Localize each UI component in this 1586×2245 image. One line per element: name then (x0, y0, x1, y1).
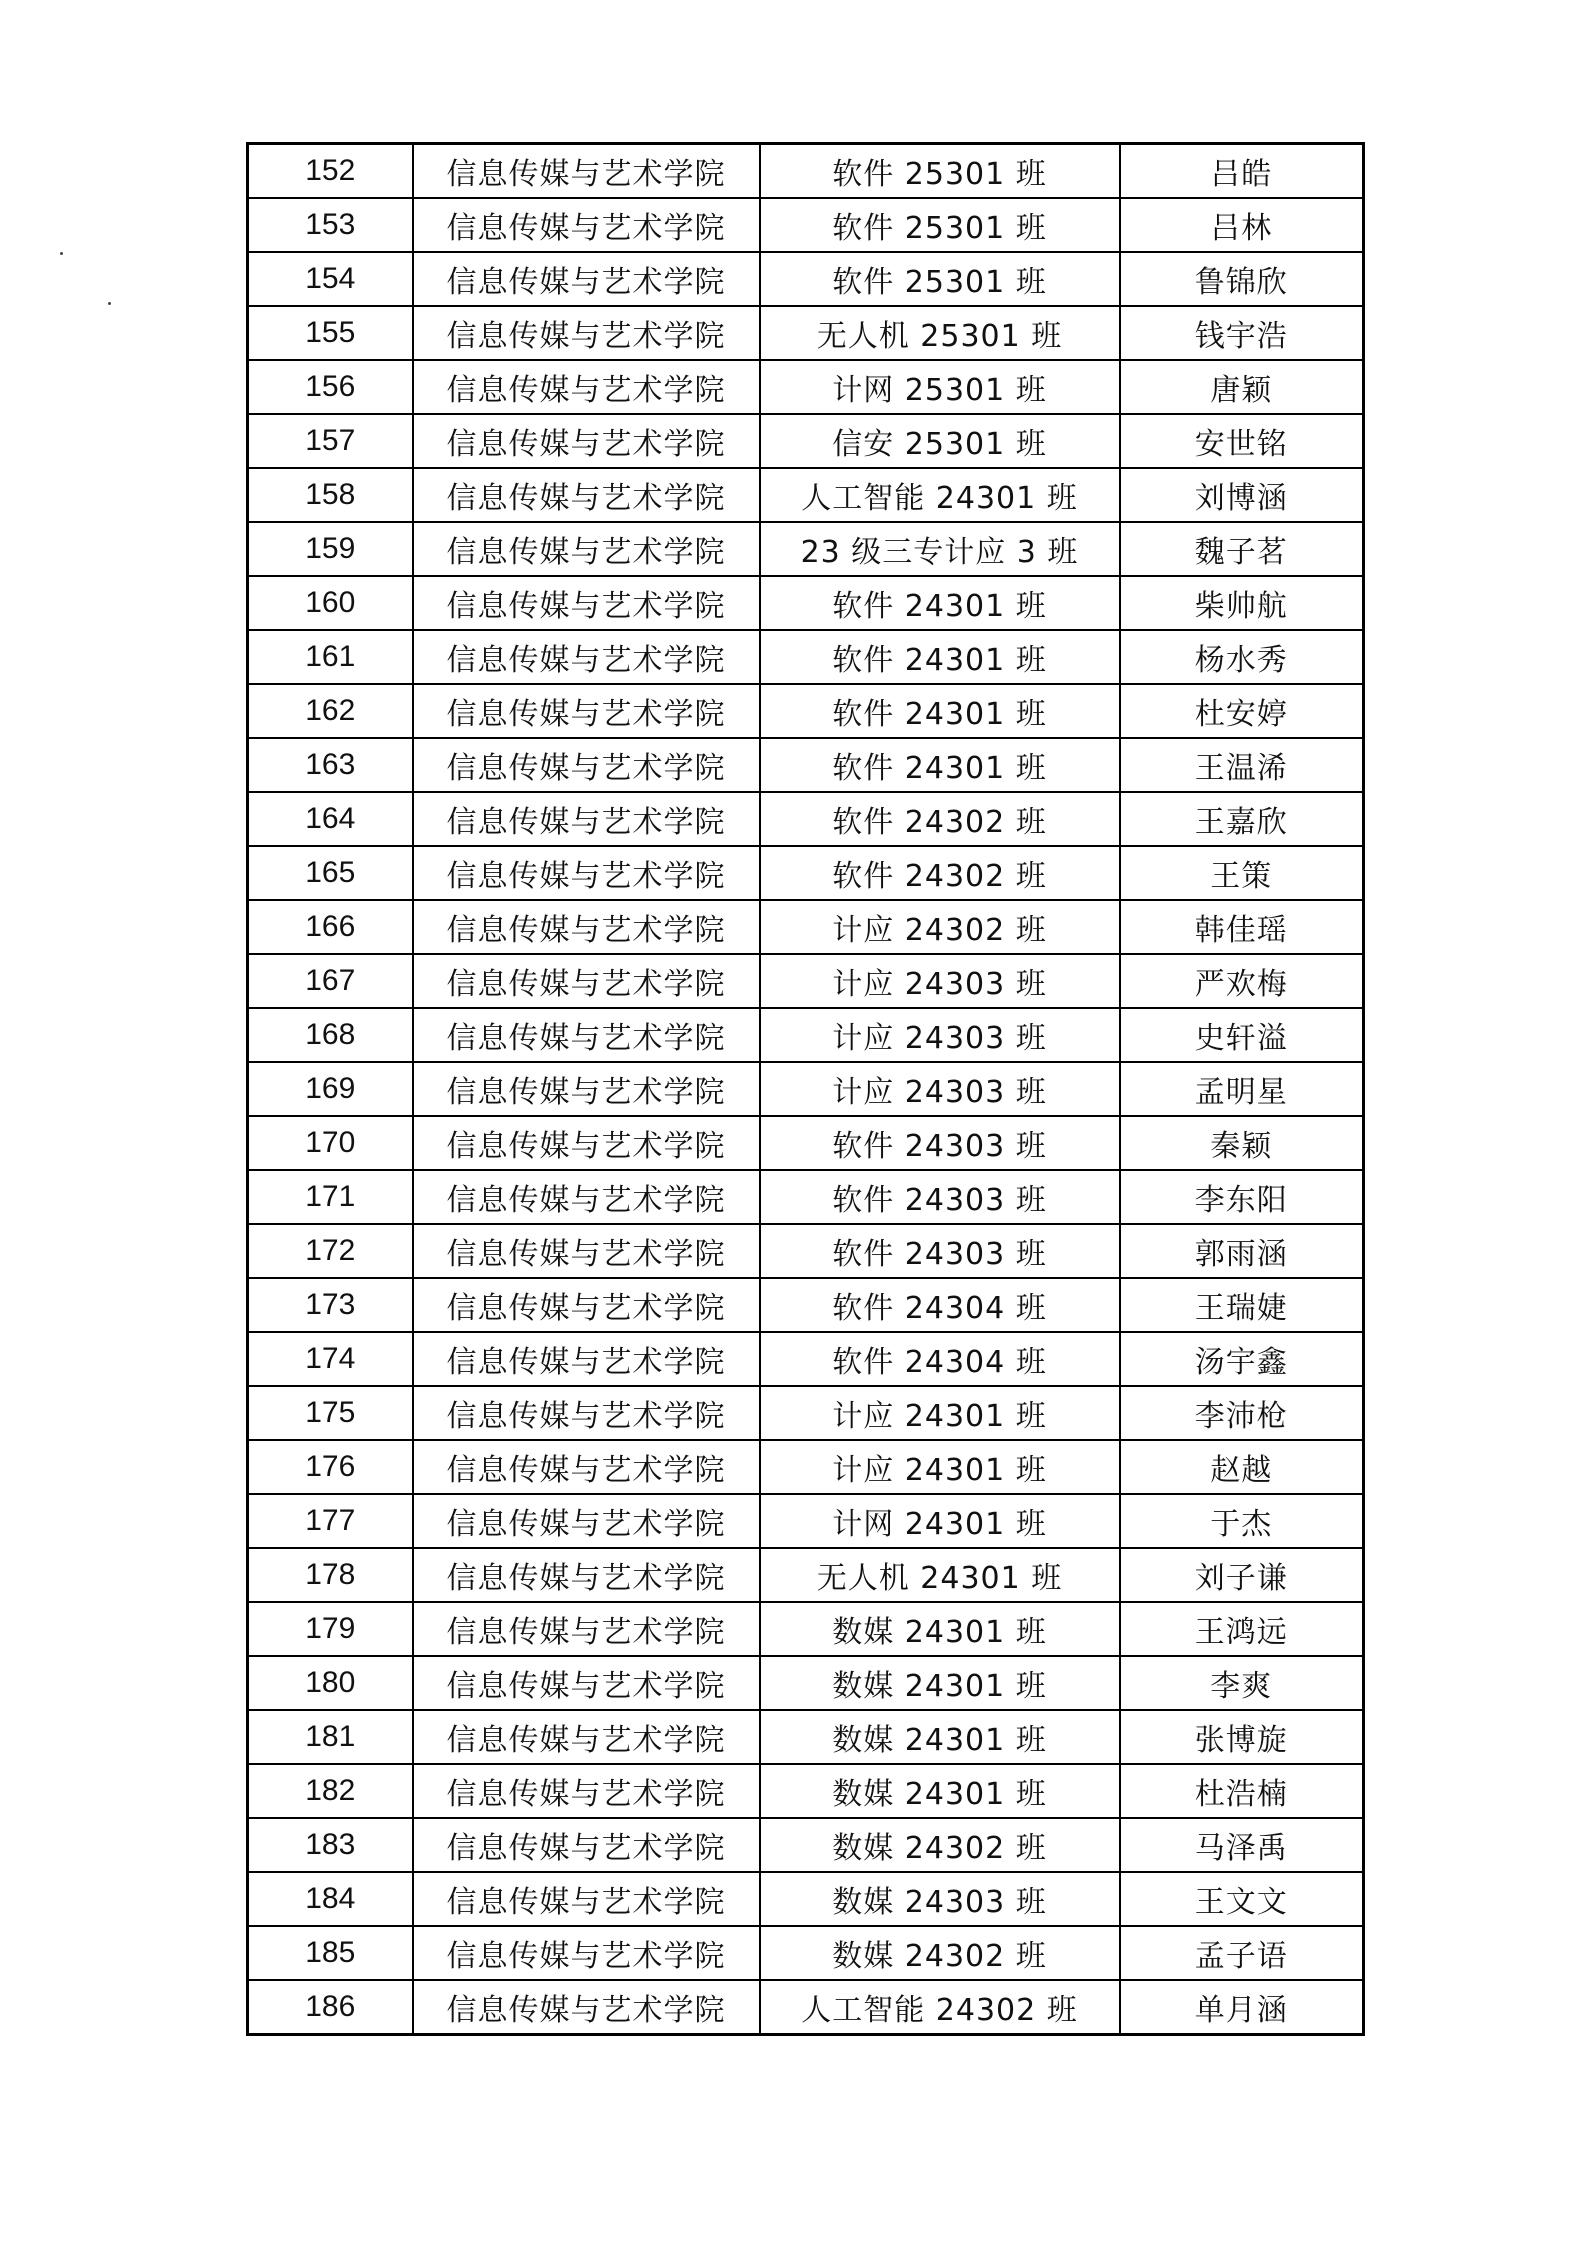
student-name-cell: 杜安婷 (1120, 684, 1364, 738)
row-number-cell: 178 (248, 1548, 413, 1602)
college-cell: 信息传媒与艺术学院 (413, 1710, 760, 1764)
row-number-cell: 182 (248, 1764, 413, 1818)
table-row (248, 630, 1364, 684)
row-number-cell: 159 (248, 522, 413, 576)
student-name-cell: 孟明星 (1120, 1062, 1364, 1116)
college-cell: 信息传媒与艺术学院 (413, 1170, 760, 1224)
class-cell: 软件 24302 班 (760, 846, 1120, 900)
student-name-cell: 秦颖 (1120, 1116, 1364, 1170)
row-number-cell: 176 (248, 1440, 413, 1494)
table-row (248, 576, 1364, 630)
class-cell: 计网 25301 班 (760, 360, 1120, 414)
class-cell: 软件 25301 班 (760, 198, 1120, 252)
student-name-cell: 严欢梅 (1120, 954, 1364, 1008)
table-row (248, 1008, 1364, 1062)
college-cell: 信息传媒与艺术学院 (413, 1818, 760, 1872)
student-name-cell: 赵越 (1120, 1440, 1364, 1494)
student-name-cell: 魏子茗 (1120, 522, 1364, 576)
row-number-cell: 160 (248, 576, 413, 630)
roster-table (246, 142, 1365, 2036)
college-cell: 信息传媒与艺术学院 (413, 468, 760, 522)
college-cell: 信息传媒与艺术学院 (413, 306, 760, 360)
table-row (248, 1224, 1364, 1278)
row-number-cell: 175 (248, 1386, 413, 1440)
college-cell: 信息传媒与艺术学院 (413, 738, 760, 792)
student-name-cell: 柴帅航 (1120, 576, 1364, 630)
row-number-cell: 180 (248, 1656, 413, 1710)
table-row (248, 1440, 1364, 1494)
class-cell: 计应 24301 班 (760, 1440, 1120, 1494)
row-number-cell: 174 (248, 1332, 413, 1386)
class-cell: 计应 24303 班 (760, 954, 1120, 1008)
row-number-cell: 154 (248, 252, 413, 306)
scan-speck (108, 302, 111, 305)
table-row (248, 414, 1364, 468)
class-cell: 人工智能 24302 班 (760, 1980, 1120, 2035)
class-cell: 软件 25301 班 (760, 144, 1120, 199)
table-row (248, 1818, 1364, 1872)
table-row (248, 1764, 1364, 1818)
table-row (248, 1926, 1364, 1980)
class-cell: 计应 24301 班 (760, 1386, 1120, 1440)
row-number-cell: 184 (248, 1872, 413, 1926)
table-row (248, 1170, 1364, 1224)
class-cell: 无人机 25301 班 (760, 306, 1120, 360)
table-row (248, 792, 1364, 846)
college-cell: 信息传媒与艺术学院 (413, 1764, 760, 1818)
college-cell: 信息传媒与艺术学院 (413, 1602, 760, 1656)
table-row (248, 1656, 1364, 1710)
class-cell: 软件 24302 班 (760, 792, 1120, 846)
class-cell: 信安 25301 班 (760, 414, 1120, 468)
college-cell: 信息传媒与艺术学院 (413, 846, 760, 900)
table-row (248, 1710, 1364, 1764)
college-cell: 信息传媒与艺术学院 (413, 792, 760, 846)
student-name-cell: 安世铭 (1120, 414, 1364, 468)
table-row (248, 1278, 1364, 1332)
class-cell: 软件 24301 班 (760, 576, 1120, 630)
student-name-cell: 王瑞婕 (1120, 1278, 1364, 1332)
class-cell: 数媒 24301 班 (760, 1656, 1120, 1710)
student-name-cell: 张博旋 (1120, 1710, 1364, 1764)
row-number-cell: 181 (248, 1710, 413, 1764)
class-cell: 数媒 24303 班 (760, 1872, 1120, 1926)
roster-table-body (248, 144, 1364, 2035)
scan-speck (60, 252, 63, 255)
row-number-cell: 162 (248, 684, 413, 738)
class-cell: 23 级三专计应 3 班 (760, 522, 1120, 576)
college-cell: 信息传媒与艺术学院 (413, 1980, 760, 2035)
class-cell: 数媒 24301 班 (760, 1602, 1120, 1656)
table-row (248, 144, 1364, 199)
row-number-cell: 153 (248, 198, 413, 252)
row-number-cell: 169 (248, 1062, 413, 1116)
row-number-cell: 157 (248, 414, 413, 468)
college-cell: 信息传媒与艺术学院 (413, 1116, 760, 1170)
row-number-cell: 166 (248, 900, 413, 954)
row-number-cell: 155 (248, 306, 413, 360)
class-cell: 软件 24304 班 (760, 1278, 1120, 1332)
row-number-cell: 156 (248, 360, 413, 414)
student-name-cell: 唐颖 (1120, 360, 1364, 414)
class-cell: 计应 24302 班 (760, 900, 1120, 954)
row-number-cell: 183 (248, 1818, 413, 1872)
table-row (248, 1116, 1364, 1170)
college-cell: 信息传媒与艺术学院 (413, 900, 760, 954)
student-name-cell: 杨水秀 (1120, 630, 1364, 684)
college-cell: 信息传媒与艺术学院 (413, 198, 760, 252)
college-cell: 信息传媒与艺术学院 (413, 414, 760, 468)
class-cell: 软件 24301 班 (760, 684, 1120, 738)
student-name-cell: 鲁锦欣 (1120, 252, 1364, 306)
row-number-cell: 186 (248, 1980, 413, 2035)
student-name-cell: 吕皓 (1120, 144, 1364, 199)
college-cell: 信息传媒与艺术学院 (413, 1872, 760, 1926)
table-row (248, 900, 1364, 954)
college-cell: 信息传媒与艺术学院 (413, 1926, 760, 1980)
class-cell: 计网 24301 班 (760, 1494, 1120, 1548)
college-cell: 信息传媒与艺术学院 (413, 252, 760, 306)
student-name-cell: 韩佳瑶 (1120, 900, 1364, 954)
class-cell: 人工智能 24301 班 (760, 468, 1120, 522)
table-row (248, 1386, 1364, 1440)
student-name-cell: 杜浩楠 (1120, 1764, 1364, 1818)
row-number-cell: 172 (248, 1224, 413, 1278)
table-row (248, 252, 1364, 306)
row-number-cell: 185 (248, 1926, 413, 1980)
table-row (248, 198, 1364, 252)
student-name-cell: 王策 (1120, 846, 1364, 900)
college-cell: 信息传媒与艺术学院 (413, 360, 760, 414)
class-cell: 软件 24303 班 (760, 1224, 1120, 1278)
row-number-cell: 179 (248, 1602, 413, 1656)
table-row (248, 684, 1364, 738)
college-cell: 信息传媒与艺术学院 (413, 1494, 760, 1548)
college-cell: 信息传媒与艺术学院 (413, 1278, 760, 1332)
table-row (248, 1494, 1364, 1548)
college-cell: 信息传媒与艺术学院 (413, 1332, 760, 1386)
student-name-cell: 王鸿远 (1120, 1602, 1364, 1656)
row-number-cell: 152 (248, 144, 413, 199)
table-row (248, 738, 1364, 792)
row-number-cell: 171 (248, 1170, 413, 1224)
table-row (248, 522, 1364, 576)
college-cell: 信息传媒与艺术学院 (413, 1224, 760, 1278)
table-row (248, 846, 1364, 900)
row-number-cell: 158 (248, 468, 413, 522)
student-name-cell: 刘子谦 (1120, 1548, 1364, 1602)
class-cell: 软件 24301 班 (760, 630, 1120, 684)
class-cell: 软件 24304 班 (760, 1332, 1120, 1386)
table-row (248, 954, 1364, 1008)
class-cell: 数媒 24301 班 (760, 1764, 1120, 1818)
row-number-cell: 168 (248, 1008, 413, 1062)
table-row (248, 1872, 1364, 1926)
student-name-cell: 刘博涵 (1120, 468, 1364, 522)
student-name-cell: 孟子语 (1120, 1926, 1364, 1980)
row-number-cell: 163 (248, 738, 413, 792)
student-name-cell: 汤宇鑫 (1120, 1332, 1364, 1386)
table-row (248, 1332, 1364, 1386)
student-name-cell: 王文文 (1120, 1872, 1364, 1926)
student-name-cell: 于杰 (1120, 1494, 1364, 1548)
student-name-cell: 吕林 (1120, 198, 1364, 252)
student-name-cell: 李沛枪 (1120, 1386, 1364, 1440)
student-name-cell: 王温浠 (1120, 738, 1364, 792)
student-name-cell: 钱宇浩 (1120, 306, 1364, 360)
row-number-cell: 177 (248, 1494, 413, 1548)
class-cell: 计应 24303 班 (760, 1062, 1120, 1116)
class-cell: 无人机 24301 班 (760, 1548, 1120, 1602)
table-row (248, 360, 1364, 414)
table-row (248, 1062, 1364, 1116)
row-number-cell: 164 (248, 792, 413, 846)
college-cell: 信息传媒与艺术学院 (413, 1008, 760, 1062)
college-cell: 信息传媒与艺术学院 (413, 1440, 760, 1494)
class-cell: 数媒 24302 班 (760, 1926, 1120, 1980)
table-row (248, 1548, 1364, 1602)
college-cell: 信息传媒与艺术学院 (413, 144, 760, 199)
student-name-cell: 马泽禹 (1120, 1818, 1364, 1872)
college-cell: 信息传媒与艺术学院 (413, 954, 760, 1008)
student-name-cell: 李爽 (1120, 1656, 1364, 1710)
college-cell: 信息传媒与艺术学院 (413, 684, 760, 738)
college-cell: 信息传媒与艺术学院 (413, 576, 760, 630)
class-cell: 软件 24301 班 (760, 738, 1120, 792)
row-number-cell: 165 (248, 846, 413, 900)
class-cell: 软件 25301 班 (760, 252, 1120, 306)
class-cell: 计应 24303 班 (760, 1008, 1120, 1062)
row-number-cell: 167 (248, 954, 413, 1008)
class-cell: 软件 24303 班 (760, 1170, 1120, 1224)
class-cell: 数媒 24301 班 (760, 1710, 1120, 1764)
college-cell: 信息传媒与艺术学院 (413, 1386, 760, 1440)
college-cell: 信息传媒与艺术学院 (413, 630, 760, 684)
college-cell: 信息传媒与艺术学院 (413, 1548, 760, 1602)
table-row (248, 1602, 1364, 1656)
student-name-cell: 单月涵 (1120, 1980, 1364, 2035)
table-row (248, 468, 1364, 522)
table-row (248, 1980, 1364, 2035)
class-cell: 数媒 24302 班 (760, 1818, 1120, 1872)
table-row (248, 306, 1364, 360)
college-cell: 信息传媒与艺术学院 (413, 1062, 760, 1116)
college-cell: 信息传媒与艺术学院 (413, 1656, 760, 1710)
class-cell: 软件 24303 班 (760, 1116, 1120, 1170)
student-name-cell: 王嘉欣 (1120, 792, 1364, 846)
row-number-cell: 161 (248, 630, 413, 684)
student-name-cell: 史轩溢 (1120, 1008, 1364, 1062)
row-number-cell: 170 (248, 1116, 413, 1170)
college-cell: 信息传媒与艺术学院 (413, 522, 760, 576)
row-number-cell: 173 (248, 1278, 413, 1332)
student-name-cell: 李东阳 (1120, 1170, 1364, 1224)
student-name-cell: 郭雨涵 (1120, 1224, 1364, 1278)
